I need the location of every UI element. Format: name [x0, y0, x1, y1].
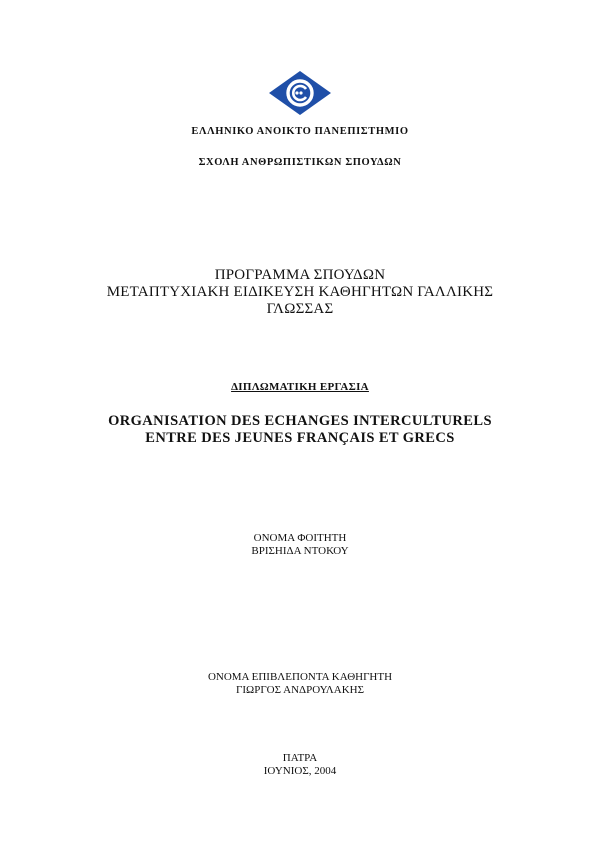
footer-city: ΠΑΤΡΑ: [282, 752, 318, 764]
thesis-title-line-2: ENTRE DES JEUNES FRANÇAIS ET GRECS: [145, 430, 455, 446]
thesis-title: [0, 413, 600, 447]
supervisor-block: [0, 671, 600, 697]
school-name: ΣΧΟΛΗ ΑΝΘΡΩΠΙΣΤΙΚΩΝ ΣΠΟΥΔΩΝ: [198, 157, 402, 168]
program-title: [0, 267, 600, 318]
footer-date: ΙΟΥΝΙΟΣ, 2004: [263, 765, 337, 777]
program-line-3: ΓΛΩΣΣΑΣ: [266, 301, 334, 317]
logo-dot-left: [295, 91, 298, 94]
student-name: ΒΡΙΣΗΙΔΑ ΝΤΟΚΟΥ: [251, 545, 349, 557]
program-line-2: ΜΕΤΑΠΤΥΧΙΑΚΗ ΕΙΔΙΚΕΥΣΗ ΚΑΘΗΓΗΤΩΝ ΓΑΛΛΙΚΗΣ: [106, 284, 494, 300]
program-line-1: ΠΡΟΓΡΑΜΜΑ ΣΠΟΥΔΩΝ: [214, 267, 386, 283]
thesis-label: ΔΙΠΛΩΜΑΤΙΚΗ ΕΡΓΑΣΙΑ: [231, 381, 369, 393]
student-block: [0, 532, 600, 558]
supervisor-name: ΓΙΩΡΓΟΣ ΑΝΔΡΟΥΛΑΚΗΣ: [236, 684, 364, 696]
university-logo-icon: [268, 70, 332, 116]
logo-dot-right: [299, 91, 302, 94]
supervisor-label: ΟΝΟΜΑ ΕΠΙΒΛΕΠΟΝΤΑ ΚΑΘΗΓΗΤΗ: [207, 671, 393, 683]
student-label: ΟΝΟΜΑ ΦΟΙΤΗΤΗ: [253, 532, 347, 544]
university-name: ΕΛΛΗΝΙΚΟ ΑΝΟΙΚΤΟ ΠΑΝΕΠΙΣΤΗΜΙΟ: [191, 126, 409, 137]
footer-block: [0, 752, 600, 778]
thesis-title-line-1: ORGANISATION DES ECHANGES INTERCULTURELS: [108, 413, 492, 429]
